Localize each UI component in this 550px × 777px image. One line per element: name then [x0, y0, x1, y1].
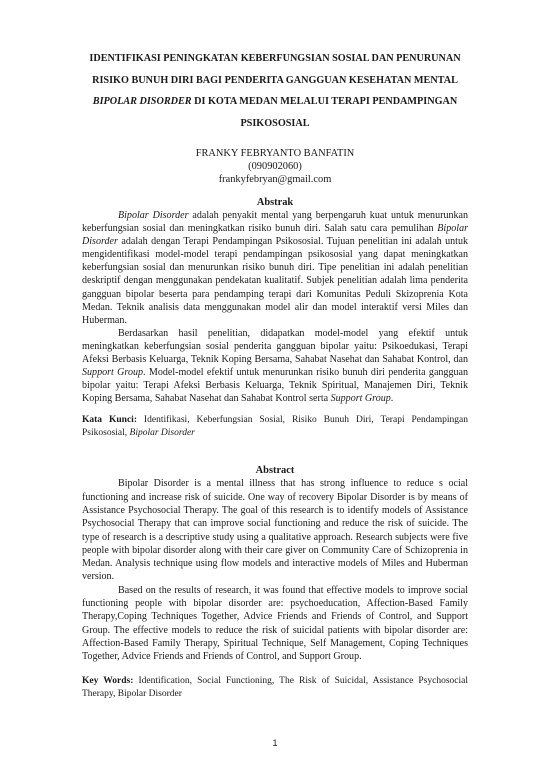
text-span: adalah penyakit mental yang berpengaruh kuat untuk menurunkan keberfungsian sosial dan meningkatkan risiko bunuh diri. Salah satu cara pemulihan: [82, 210, 468, 235]
italic-term: Support Group: [330, 393, 391, 405]
keywords-text: Identifikasi, Keberfungsian Sosial, Risiko Bunuh Diri, Terapi Pendampingan Psikososial,: [82, 415, 468, 439]
title-line-1: IDENTIFIKASI PENINGKATAN KEBERFUNGSIAN SOSIAL DAN PENURUNAN: [89, 53, 461, 64]
abstract-paragraph-2: Based on the results of research, it was found that effective models to improve social functioning people with bipolar disorder are: psychoeducation, Affection-Based Family Therapy,Coping Techniques Together, Advice Friends and Friends of Control, and Support Group. The effective models to reduce the risk of suicidal patients with bipolar disorder are: Affection-Based Family Therapy, Spiritual Technique, Self Management, Coping Techniques Together, Advice Friends and Friends of Control, and Support Group.: [82, 584, 468, 663]
page-number: 1: [272, 738, 278, 748]
author-block: [82, 147, 468, 186]
kata-kunci: [82, 414, 468, 440]
page-content: [82, 48, 468, 701]
title-italic-term: BIPOLAR DISORDER: [92, 96, 192, 107]
italic-term: Support Group: [82, 367, 144, 379]
abstrak-heading: Abstrak: [256, 197, 294, 208]
title-line-2: RISIKO BUNUH DIRI BAGI PENDERITA GANGGUAN KESEHATAN MENTAL: [92, 74, 458, 86]
paper-title: [82, 48, 468, 134]
abstrak-section: [82, 209, 468, 440]
italic-term: Bipolar Disorder: [82, 223, 468, 248]
keywords-label: Kata Kunci:: [82, 415, 137, 426]
abstrak-paragraph-1: [82, 209, 468, 327]
keywords-label: Key Words:: [82, 675, 134, 686]
keywords-text: Identification, Social Functioning, The Risk of Suicidal, Assistance Psychosocial Therapy, Bipolar Disorder: [82, 675, 468, 699]
author-email: frankyfebryan@gmail.com: [218, 174, 332, 185]
title-line-3-rest: DI KOTA MEDAN MELALUI TERAPI PENDAMPINGAN: [191, 96, 458, 107]
abstrak-paragraph-2: [82, 327, 468, 406]
abstract-heading: Abstract: [255, 465, 295, 477]
text-span: adalah dengan Terapi Pendampingan Psikososial. Tujuan penelitian ini adalah untuk mengidentifikasi model-model terapi pendampingan psikososial yang dapat meningkatkan keberfungsian sosial dan menurunkan risiko bunuh diri. Tipe penelitian ini adalah penelitian deskriptif dengan menggunakan pendekatan kualitatif. Subjek penelitian adalah lima penderita gangguan bipolar beserta para pendamping terapi dari Komunitas Peduli Skizoprenia Kota Medan. Teknik analisis data menggunakan model alir dan model interaktif versi Miles dan Huberman.: [82, 236, 468, 326]
author-name: FRANKY FEBRYANTO BANFATIN: [195, 148, 355, 159]
key-words: [82, 675, 468, 701]
title-line-3: [82, 91, 468, 113]
text-span: Berdasarkan hasil penelitian, didapatkan model-model yang efektif untuk meningkatkan keberfungsian sosial penderita gangguan bipolar yaitu: Psikoedukasi, Terapi Afeksi Berbasis Keluarga, Teknik Koping Bersama, Sahabat Nasehat dan Sahabat Kontrol, dan: [82, 327, 468, 366]
text-span: .: [390, 393, 394, 405]
abstract-paragraph-1: Bipolar Disorder is a mental illness that has strong influence to reduce s ocial functioning and increase risk of suicide. One way of recovery Bipolar Disorder is by means of Assistance Psychosocial Therapy. The goal of this research is to identify models of Assistance Psychosocial Therapy that can improve social functioning and reduce the risk of suicide. The type of research is a descriptive study using a qualitative approach. Research subjects were five people with bipolar disorder along with their care giver on Community Care of Schizoprenia in Medan. Analysis technique using flow models and interactive models of Miles and Huberman version.: [82, 478, 468, 583]
abstract-section: [82, 477, 468, 700]
text-span: . Model-model efektif untuk menurunkan risiko bunuh diri penderita gangguan bipolar yaitu: Terapi Afeksi Berbasis Keluarga, Teknik Spiritual, Manajemen Diri, Teknik Koping Bersama, Sahabat Nasehat dan Sahabat Kontrol serta: [82, 367, 468, 405]
italic-term: Bipolar Disorder: [118, 210, 189, 221]
italic-term: Bipolar Disorder: [129, 428, 195, 439]
title-line-4: PSIKOSOSIAL: [240, 117, 310, 129]
author-id: (090902060): [248, 161, 302, 172]
